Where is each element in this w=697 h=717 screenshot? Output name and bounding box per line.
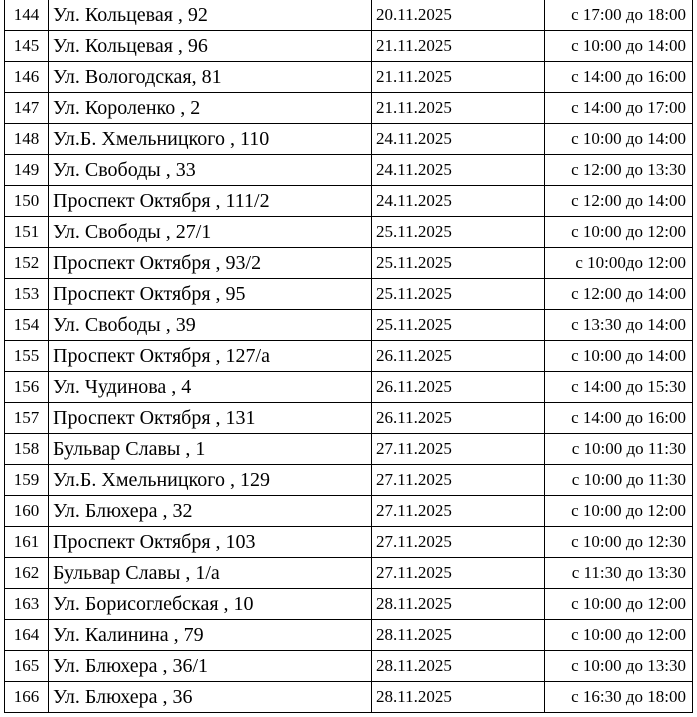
date-cell: 24.11.2025	[372, 186, 545, 217]
address-cell: Бульвар Славы , 1/а	[49, 558, 372, 589]
date-cell: 25.11.2025	[372, 248, 545, 279]
table-row	[5, 31, 693, 62]
time-range-cell: с 10:00 до 11:30	[545, 434, 693, 465]
table-row	[5, 217, 693, 248]
row-number: 163	[5, 589, 49, 620]
time-range-cell: с 12:00 до 14:00	[545, 279, 693, 310]
date-cell: 27.11.2025	[372, 558, 545, 589]
time-range-cell: с 17:00 до 18:00	[545, 0, 693, 31]
date-cell: 28.11.2025	[372, 651, 545, 682]
table-row	[5, 0, 693, 31]
row-number: 159	[5, 465, 49, 496]
date-cell: 21.11.2025	[372, 62, 545, 93]
date-cell: 25.11.2025	[372, 217, 545, 248]
address-cell: Ул. Кольцевая , 92	[49, 0, 372, 31]
row-number: 153	[5, 279, 49, 310]
date-cell: 27.11.2025	[372, 434, 545, 465]
date-cell: 27.11.2025	[372, 465, 545, 496]
table-row	[5, 434, 693, 465]
table-row	[5, 93, 693, 124]
time-range-cell: с 14:00 до 16:00	[545, 62, 693, 93]
table-row	[5, 372, 693, 403]
time-range-cell: с 10:00 до 12:30	[545, 527, 693, 558]
time-range-cell: с 16:30 до 18:00	[545, 682, 693, 713]
table-row	[5, 155, 693, 186]
date-cell: 27.11.2025	[372, 527, 545, 558]
table-row	[5, 620, 693, 651]
time-range-cell: с 10:00 до 12:00	[545, 496, 693, 527]
address-cell: Ул. Кольцевая , 96	[49, 31, 372, 62]
address-cell: Ул. Свободы , 33	[49, 155, 372, 186]
time-range-cell: с 10:00 до 12:00	[545, 217, 693, 248]
address-cell: Проспект Октября , 95	[49, 279, 372, 310]
time-range-cell: с 12:00 до 13:30	[545, 155, 693, 186]
table-row	[5, 62, 693, 93]
time-range-cell: с 10:00 до 13:30	[545, 651, 693, 682]
schedule-table	[4, 0, 693, 713]
time-range-cell: с 12:00 до 14:00	[545, 186, 693, 217]
row-number: 164	[5, 620, 49, 651]
row-number: 161	[5, 527, 49, 558]
row-number: 145	[5, 31, 49, 62]
table-row	[5, 496, 693, 527]
row-number: 149	[5, 155, 49, 186]
time-range-cell: с 11:30 до 13:30	[545, 558, 693, 589]
table-row	[5, 248, 693, 279]
address-cell: Ул. Чудинова , 4	[49, 372, 372, 403]
address-cell: Проспект Октября , 127/а	[49, 341, 372, 372]
table-row	[5, 651, 693, 682]
time-range-cell: с 10:00 до 14:00	[545, 31, 693, 62]
date-cell: 28.11.2025	[372, 620, 545, 651]
address-cell: Ул. Борисоглебская , 10	[49, 589, 372, 620]
time-range-cell: с 10:00 до 11:30	[545, 465, 693, 496]
date-cell: 28.11.2025	[372, 589, 545, 620]
row-number: 165	[5, 651, 49, 682]
row-number: 151	[5, 217, 49, 248]
row-number: 156	[5, 372, 49, 403]
address-cell: Ул. Свободы , 27/1	[49, 217, 372, 248]
time-range-cell: с 10:00 до 14:00	[545, 124, 693, 155]
table-row	[5, 465, 693, 496]
date-cell: 26.11.2025	[372, 341, 545, 372]
address-cell: Ул. Калинина , 79	[49, 620, 372, 651]
table-row	[5, 279, 693, 310]
row-number: 146	[5, 62, 49, 93]
table-row	[5, 341, 693, 372]
table-row	[5, 558, 693, 589]
date-cell: 24.11.2025	[372, 124, 545, 155]
table-row	[5, 310, 693, 341]
time-range-cell: с 10:00до 12:00	[545, 248, 693, 279]
row-number: 162	[5, 558, 49, 589]
table-row	[5, 186, 693, 217]
table-row	[5, 589, 693, 620]
time-range-cell: с 14:00 до 15:30	[545, 372, 693, 403]
time-range-cell: с 14:00 до 17:00	[545, 93, 693, 124]
time-range-cell: с 10:00 до 12:00	[545, 620, 693, 651]
time-range-cell: с 10:00 до 14:00	[545, 341, 693, 372]
address-cell: Проспект Октября , 131	[49, 403, 372, 434]
address-cell: Проспект Октября , 111/2	[49, 186, 372, 217]
time-range-cell: с 14:00 до 16:00	[545, 403, 693, 434]
address-cell: Ул. Блюхера , 36/1	[49, 651, 372, 682]
date-cell: 25.11.2025	[372, 310, 545, 341]
address-cell: Ул. Блюхера , 32	[49, 496, 372, 527]
date-cell: 28.11.2025	[372, 682, 545, 713]
row-number: 155	[5, 341, 49, 372]
date-cell: 24.11.2025	[372, 155, 545, 186]
address-cell: Проспект Октября , 103	[49, 527, 372, 558]
row-number: 158	[5, 434, 49, 465]
date-cell: 27.11.2025	[372, 496, 545, 527]
address-cell: Ул.Б. Хмельницкого , 129	[49, 465, 372, 496]
row-number: 148	[5, 124, 49, 155]
address-cell: Ул.Б. Хмельницкого , 110	[49, 124, 372, 155]
table-row	[5, 682, 693, 713]
row-number: 160	[5, 496, 49, 527]
table-row	[5, 124, 693, 155]
table-row	[5, 527, 693, 558]
table-row	[5, 403, 693, 434]
schedule-table-body	[5, 0, 693, 713]
date-cell: 26.11.2025	[372, 372, 545, 403]
date-cell: 26.11.2025	[372, 403, 545, 434]
date-cell: 25.11.2025	[372, 279, 545, 310]
row-number: 166	[5, 682, 49, 713]
time-range-cell: с 13:30 до 14:00	[545, 310, 693, 341]
row-number: 152	[5, 248, 49, 279]
address-cell: Ул. Короленко , 2	[49, 93, 372, 124]
address-cell: Бульвар Славы , 1	[49, 434, 372, 465]
address-cell: Ул. Блюхера , 36	[49, 682, 372, 713]
date-cell: 21.11.2025	[372, 93, 545, 124]
time-range-cell: с 10:00 до 12:00	[545, 589, 693, 620]
row-number: 154	[5, 310, 49, 341]
address-cell: Проспект Октября , 93/2	[49, 248, 372, 279]
row-number: 150	[5, 186, 49, 217]
address-cell: Ул. Свободы , 39	[49, 310, 372, 341]
row-number: 144	[5, 0, 49, 31]
row-number: 147	[5, 93, 49, 124]
row-number: 157	[5, 403, 49, 434]
date-cell: 21.11.2025	[372, 31, 545, 62]
address-cell: Ул. Вологодская, 81	[49, 62, 372, 93]
date-cell: 20.11.2025	[372, 0, 545, 31]
